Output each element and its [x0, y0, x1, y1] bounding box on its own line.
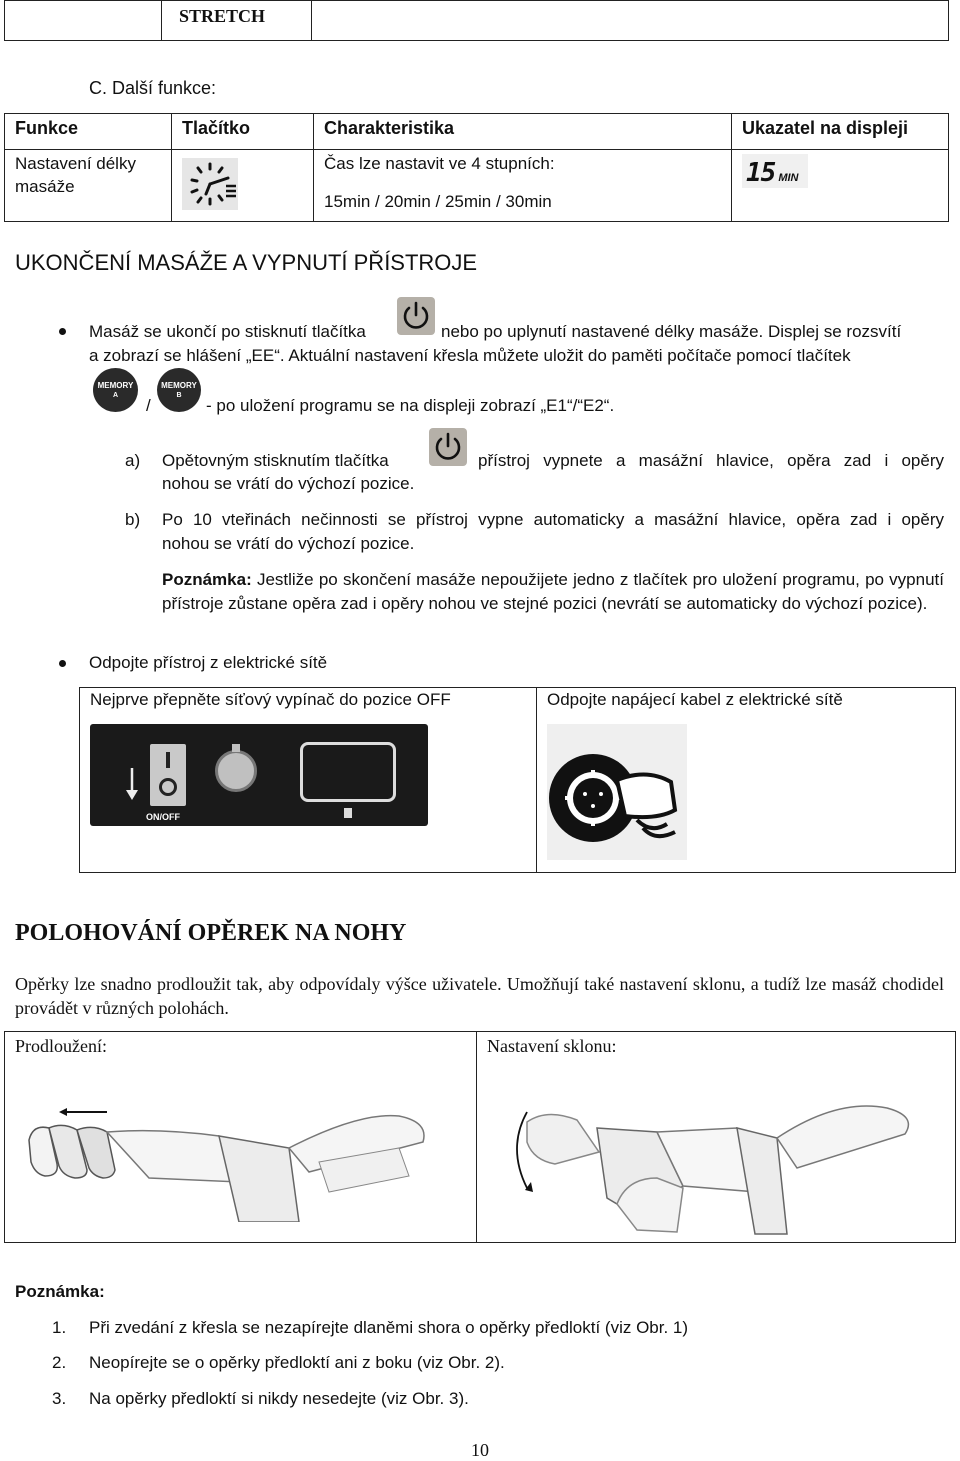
memory-a-button-icon [93, 368, 138, 412]
bullet2-text: Odpojte přístroj z elektrické sítě [89, 653, 328, 672]
timer-icon [182, 158, 238, 210]
memory-b-button-icon [157, 368, 201, 412]
leg-tilt-illustration [487, 1068, 927, 1238]
note-item-2-num: 2. [52, 1353, 67, 1372]
legs-left-cell [5, 1032, 477, 1243]
memory-a-letter: A [112, 392, 119, 399]
end-p1-line2: a zobrazí se hlášení „EE“. Aktuální nastavení křesla můžete uložit do paměti počítače pomocí tlačítek [89, 346, 851, 365]
note-item-1-num: 1. [52, 1318, 67, 1337]
display-cell [732, 150, 949, 222]
item-a-part1: Opětovným stisknutím tlačítka [162, 451, 389, 470]
power-symbol-icon [397, 297, 435, 335]
memory-a-label: MEMORY [97, 381, 134, 390]
func-name: Nastavení délky masáže [15, 154, 136, 196]
header-tlacitko: Tlačítko [182, 118, 251, 138]
note-item-3-text: Na opěrky předloktí si nikdy nesedejte (viz Obr. 3). [89, 1389, 469, 1408]
item-b-line1: Po 10 vteřinách nečinnosti se přístroj vypne automaticky a masážní hlavice, opěra zad i opěry [162, 510, 944, 529]
switch-rocker [150, 744, 186, 806]
switch-off-mark [159, 778, 177, 796]
display-indicator [742, 154, 808, 188]
legs-right-cell [477, 1032, 956, 1243]
note-item-1-text: Při zvedání z křesla se nezapírejte dlaněmi shora o opěrky předloktí (viz Obr. 1) [89, 1318, 689, 1337]
unplug-table [79, 687, 956, 873]
stretch-cell-empty [5, 1, 162, 41]
end-note [162, 568, 944, 616]
memory-b-label: MEMORY [161, 381, 197, 390]
item-a-part2: přístroj vypnete a masážní hlavice, opěra zad i opěry [478, 451, 944, 470]
button-cell [172, 150, 314, 222]
end-p1-part1: Masáž se ukončí po stisknutí tlačítka [89, 322, 366, 341]
function-table [4, 113, 949, 222]
stretch-table [4, 0, 949, 41]
unplug-right-cell [537, 688, 956, 873]
power-socket [300, 742, 396, 802]
memory-slash: / [146, 396, 151, 415]
header-cell [5, 114, 172, 150]
end-p1-line3: - po uložení programu se na displeji zobrazí „E1“/“E2“. [206, 396, 615, 415]
func-cell [5, 150, 172, 222]
bullet-dot [59, 328, 66, 335]
header-cell [732, 114, 949, 150]
stretch-cell [162, 1, 312, 41]
switch-on-mark [166, 752, 170, 768]
note-item-3-num: 3. [52, 1389, 67, 1408]
unplug-cable-illustration [547, 724, 687, 860]
end-p1-part2: nebo po uplynutí nastavené délky masáže. Displej se rozsvítí [441, 322, 902, 341]
display-digits: 15 [746, 158, 776, 188]
power-symbol-icon [429, 428, 467, 466]
section-c-heading: C. Další funkce: [89, 78, 217, 98]
item-a-prefix: a) [125, 451, 141, 470]
end-note-label: Poznámka: [162, 570, 252, 589]
socket-symbol-icon [344, 808, 352, 818]
header-ukazatel: Ukazatel na displeji [742, 118, 909, 138]
extension-label: Prodloužení: [15, 1036, 107, 1056]
legs-table [4, 1031, 956, 1243]
note-item-2-text: Neopírejte se o opěrky předloktí ani z boku (viz Obr. 2). [89, 1353, 505, 1372]
header-charakteristika: Charakteristika [324, 118, 455, 138]
bullet-dot [59, 660, 66, 667]
unplug-right-caption: Odpojte napájecí kabel z elektrické sítě [547, 690, 843, 709]
tilt-label: Nastavení sklonu: [487, 1036, 617, 1056]
header-funkce: Funkce [15, 118, 79, 138]
section-end-title: UKONČENÍ MASÁŽE A VYPNUTÍ PŘÍSTROJE [15, 250, 478, 275]
power-button-icon [397, 297, 435, 335]
item-b-line2: nohou se vrátí do výchozí pozice. [162, 534, 415, 553]
notes-label: Poznámka: [15, 1282, 105, 1301]
end-note-text: Jestliže po skončení masáže nepoužijete jedno z tlačítek pro uložení programu, po vypnutí přístroje zůstane opěra zad i opěry nohou ve stejné pozici (nevrátí se automaticky do výchozí pozice). [162, 570, 944, 613]
fuse-knob [215, 750, 257, 792]
display-unit: MIN [778, 172, 799, 184]
onoff-label: ON/OFF [146, 812, 180, 822]
switch-panel [90, 724, 428, 826]
char-line-1: Čas lze nastavit ve 4 stupních: [324, 154, 555, 173]
unplug-left-caption: Nejprve přepněte síťový vypínač do pozice OFF [90, 690, 451, 709]
section-legs-text: Opěrky lze snadno prodloužit tak, aby odpovídaly výšce uživatele. Umožňují také nastavení sklonu, a tudíž lze masáž chodidel provádět v různých polohách. [15, 974, 944, 1018]
characteristic-cell [314, 150, 732, 222]
power-button-icon-2 [429, 428, 467, 466]
page-number: 10 [471, 1440, 489, 1460]
stretch-label: STRETCH [179, 6, 266, 26]
section-legs-title: POLOHOVÁNÍ OPĚREK NA NOHY [15, 920, 407, 946]
unplug-left-cell [80, 688, 537, 873]
item-a-line2: nohou se vrátí do výchozí pozice. [162, 474, 415, 493]
header-cell [172, 114, 314, 150]
stretch-cell-rest [312, 1, 949, 41]
fuse-knob-tab [232, 744, 240, 752]
arrow-down-icon [124, 768, 140, 802]
header-cell [314, 114, 732, 150]
leg-extension-illustration [19, 1072, 459, 1222]
char-line-2: 15min / 20min / 25min / 30min [324, 192, 552, 211]
memory-b-letter: B [176, 392, 182, 399]
item-b-prefix: b) [125, 510, 141, 529]
